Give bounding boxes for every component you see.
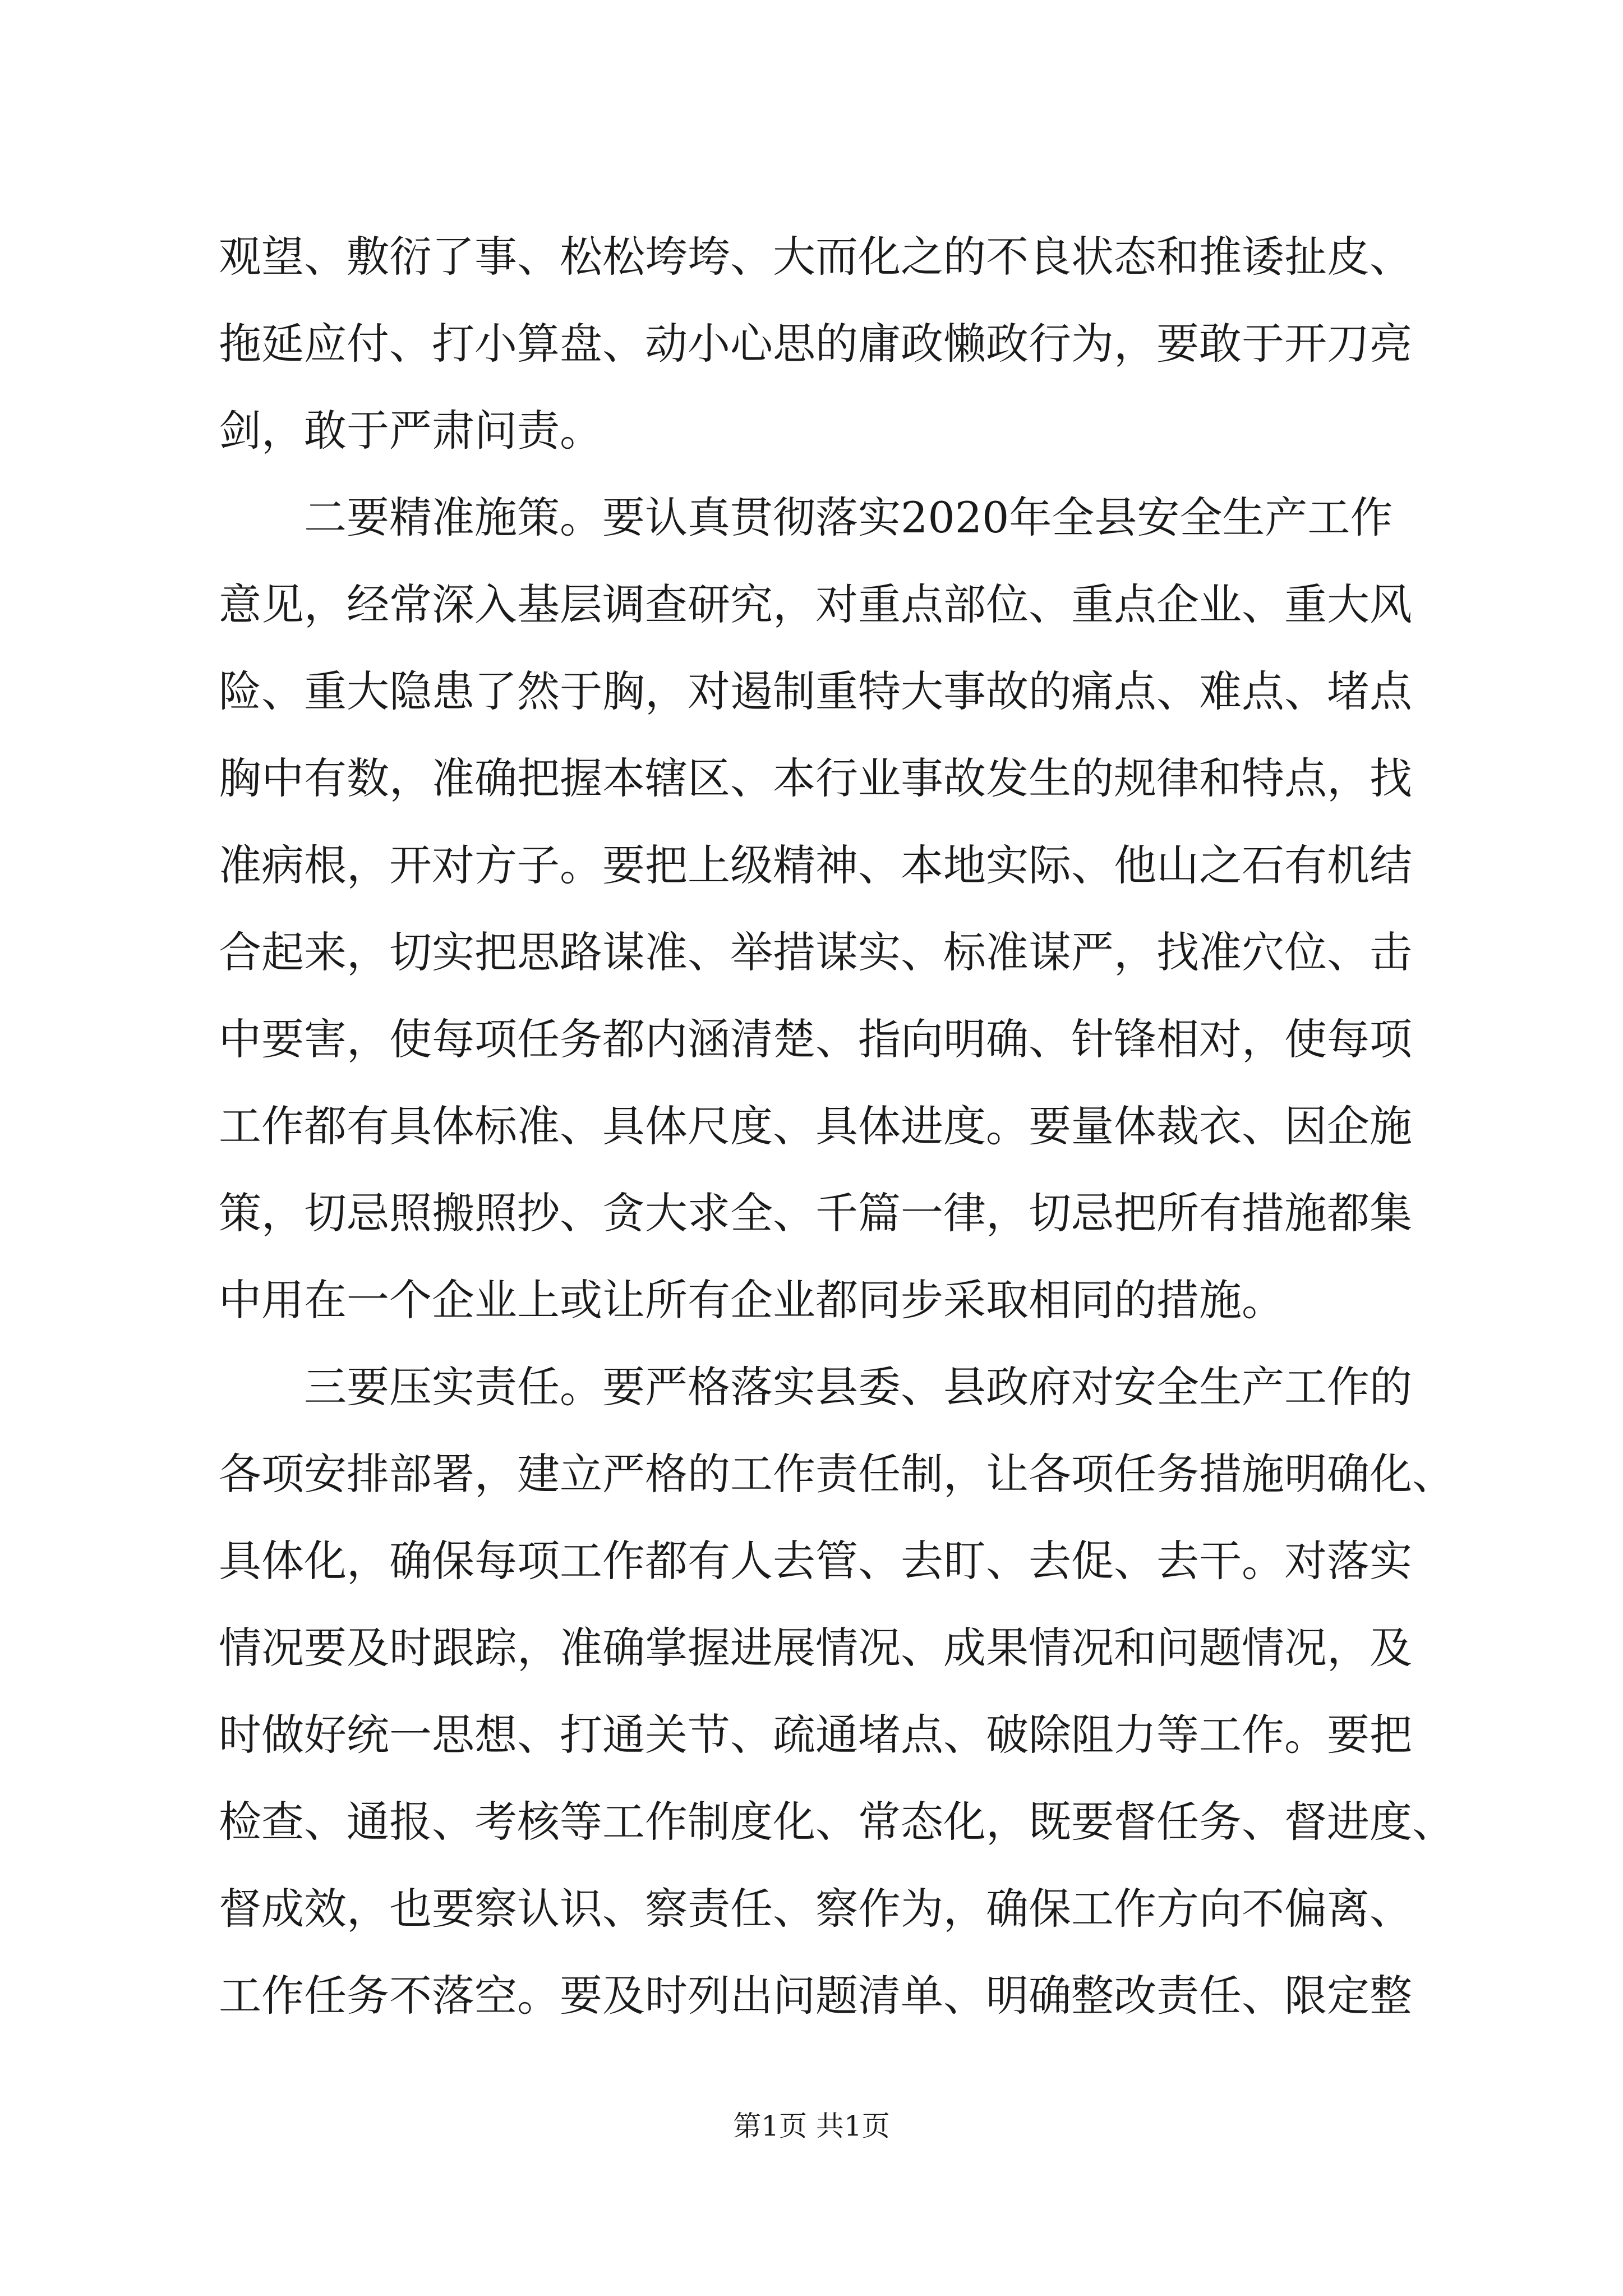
text-line: 剑，敢于严肃问责。 (219, 406, 602, 455)
text-line: 策，切忌照搬照抄、贪大求全、千篇一律，切忌把所有措施都集 (219, 1188, 1412, 1238)
text-line: 胸中有数，准确把握本辖区、本行业事故发生的规律和特点，找 (219, 753, 1412, 803)
text-line: 准病根，开对方子。要把上级精神、本地实际、他山之石有机结 (219, 840, 1412, 890)
text-line: 三要压实责任。要严格落实县委、县政府对安全生产工作的 (304, 1362, 1412, 1412)
paragraph-3 (219, 1343, 1455, 2039)
paragraph-2 (219, 474, 1424, 1343)
text-line: 督成效，也要察认识、察责任、察作为，确保工作方向不偏离、 (219, 1884, 1412, 1934)
text-line: 拖延应付、打小算盘、动小心思的庸政懒政行为，要敢于开刀亮 (219, 319, 1412, 369)
text-line: 观望、敷衍了事、松松垮垮、大而化之的不良状态和推诿扯皮、 (219, 232, 1412, 282)
text-line: 合起来，切实把思路谋准、举措谋实、标准谋严，找准穴位、击 (219, 927, 1412, 977)
text-line: 情况要及时跟踪，准确掌握进展情况、成果情况和问题情况，及 (219, 1623, 1412, 1673)
text-line: 意见，经常深入基层调查研究，对重点部位、重点企业、重大风 (219, 579, 1412, 629)
paragraph-1 (219, 213, 1424, 474)
text-line: 中要害，使每项任务都内涵清楚、指向明确、针锋相对，使每项 (219, 1014, 1412, 1064)
text-line: 时做好统一思想、打通关节、疏通堵点、破除阻力等工作。要把 (219, 1710, 1412, 1760)
text-line: 工作任务不落空。要及时列出问题清单、明确整改责任、限定整 (219, 1971, 1412, 2021)
text-line: 检查、通报、考核等工作制度化、常态化，既要督任务、督进度、 (219, 1797, 1455, 1847)
page-number: 第1页 共1页 (733, 2110, 890, 2142)
text-line: 中用在一个企业上或让所有企业都同步采取相同的措施。 (219, 1275, 1284, 1325)
page-footer (0, 2106, 1623, 2146)
text-line: 各项安排部署，建立严格的工作责任制，让各项任务措施明确化、 (219, 1449, 1455, 1499)
text-line: 具体化，确保每项工作都有人去管、去盯、去促、去干。对落实 (219, 1536, 1412, 1586)
text-line: 工作都有具体标准、具体尺度、具体进度。要量体裁衣、因企施 (219, 1101, 1412, 1151)
document-body (219, 213, 1455, 2039)
text-line: 二要精准施策。要认真贯彻落实2020年全县安全生产工作 (304, 493, 1393, 542)
text-line: 险、重大隐患了然于胸，对遏制重特大事故的痛点、难点、堵点 (219, 666, 1412, 716)
